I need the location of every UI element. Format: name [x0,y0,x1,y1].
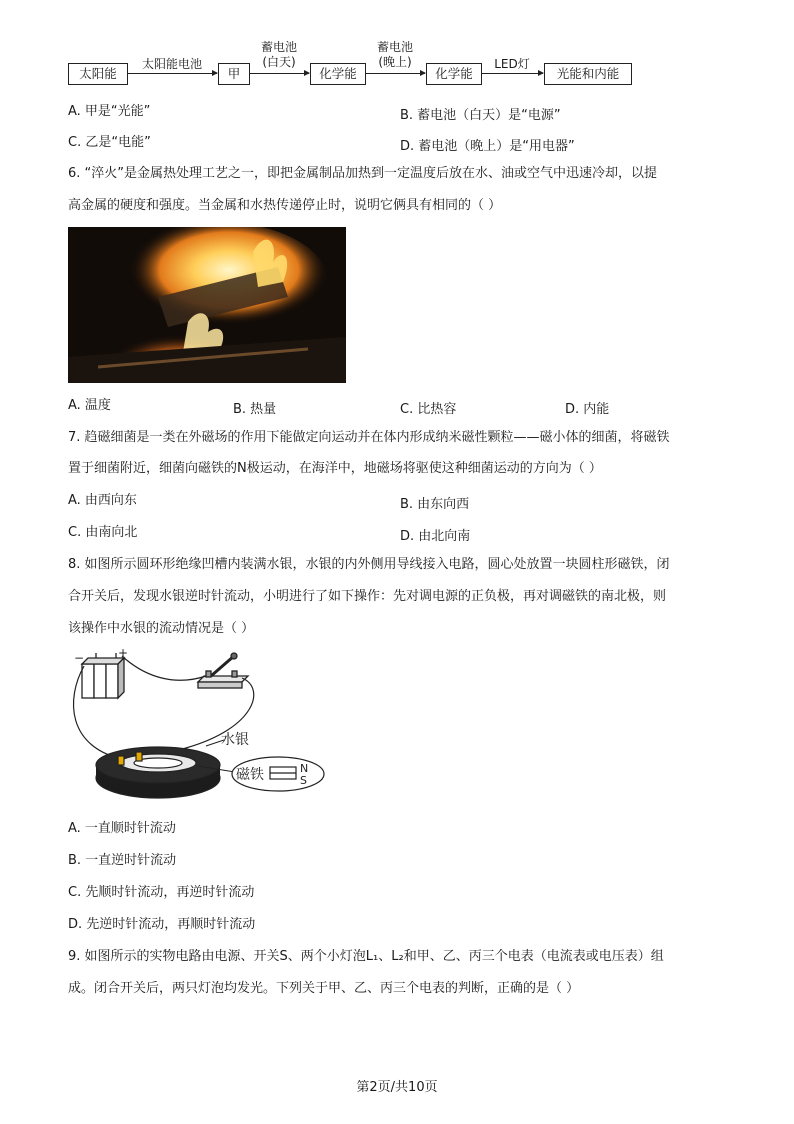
q7-option-b: B. 由东向西 [400,497,470,512]
flow-arrow-3-label-top: 蓄电池 [376,40,413,54]
q7-option-a: A. 由西向东 [68,493,137,508]
q6-option-a: A. 温度 [68,398,111,413]
magnet-icon [270,767,296,779]
flow-arrow-1 [127,73,217,74]
q6-stem-line1: 6. “淬火”是金属热处理工艺之一，即把金属制品加热到一定温度后放在水、油或空气中迅速冷却，以提 [68,166,658,181]
magnet-n-label: N [300,762,309,775]
flow-box-solar: 太阳能 [68,63,128,85]
page-footer: 第2页/共10页 [356,1080,438,1095]
mercury-ring-trough [96,747,220,798]
magnet-label: 磁铁 [236,767,264,783]
flow-box-jia: 甲 [218,63,250,85]
q8-option-b: B. 一直逆时针流动 [68,853,177,868]
flow-arrow-1-label: 太阳能电池 [141,57,202,71]
q5-option-d: D. 蓄电池（晚上）是“用电器” [400,139,575,154]
q7-stem-line2: 置于细菌附近，细菌向磁铁的N极运动，在海洋中，地磁场将驱使这种细菌运动的方向为（ ） [68,461,602,476]
flow-arrow-2-label-top: 蓄电池 [260,40,297,54]
flow-box-chem-1: 化学能 [310,63,366,85]
q7-option-d: D. 由北向南 [400,529,471,544]
q9-stem-line2: 成。闭合开关后，两只灯泡均发光。下列关于甲、乙、丙三个电表的判断，正确的是（ ） [68,981,580,996]
flow-box-chem-2: 化学能 [426,63,482,85]
flow-arrow-3 [365,73,425,74]
q8-option-d: D. 先逆时针流动，再顺时针流动 [68,917,256,932]
flow-box-light-heat: 光能和内能 [544,63,632,85]
mercury-label: 水银 [221,732,249,748]
battery-minus-label: − [74,651,85,665]
q8-option-c: C. 先顺时针流动，再逆时针流动 [68,885,255,900]
q8-option-a: A. 一直顺时针流动 [68,821,176,836]
q5-option-a: A. 甲是“光能” [68,104,151,119]
flow-arrow-4-label: LED灯 [494,57,530,71]
magnet-s-label: S [300,774,307,787]
flow-arrow-2-label-bottom: (白天) [262,55,296,69]
q6-option-b: B. 热量 [233,402,277,417]
flow-arrow-3-label-bottom: (晚上) [378,55,412,69]
q5-option-c: C. 乙是“电能” [68,135,151,150]
mercury-circuit-diagram [66,648,336,806]
q6-stem-line2: 高金属的硬度和强度。当金属和水热传递停止时，说明它俩具有相同的（ ） [68,198,502,213]
flow-arrow-2 [249,73,309,74]
q7-option-c: C. 由南向北 [68,525,138,540]
q6-option-c: C. 比热容 [400,402,457,417]
q9-stem-line1: 9. 如图所示的实物电路由电源、开关S、两个小灯泡L₁、L₂和甲、乙、丙三个电表（电流表或电压表）组 [68,949,664,964]
q5-option-b: B. 蓄电池（白天）是“电源” [400,108,561,123]
q7-stem-line1: 7. 趋磁细菌是一类在外磁场的作用下能做定向运动并在体内形成纳米磁性颗粒——磁小体的细菌，将磁铁 [68,430,670,445]
quenching-fire-photo [68,227,346,383]
q8-stem-line2: 合开关后，发现水银逆时针流动，小明进行了如下操作：先对调电源的正负极，再对调磁铁的南北极，则 [68,589,667,604]
flow-arrow-4 [481,73,543,74]
q8-stem-line1: 8. 如图所示圆环形绝缘凹槽内装满水银，水银的内外侧用导线接入电路，圆心处放置一块圆柱形磁铁，闭 [68,557,670,572]
switch-icon [198,653,248,688]
q8-stem-line3: 该操作中水银的流动情况是（ ） [68,621,255,636]
battery-plus-label: + [118,648,129,660]
q6-option-d: D. 内能 [565,402,610,417]
